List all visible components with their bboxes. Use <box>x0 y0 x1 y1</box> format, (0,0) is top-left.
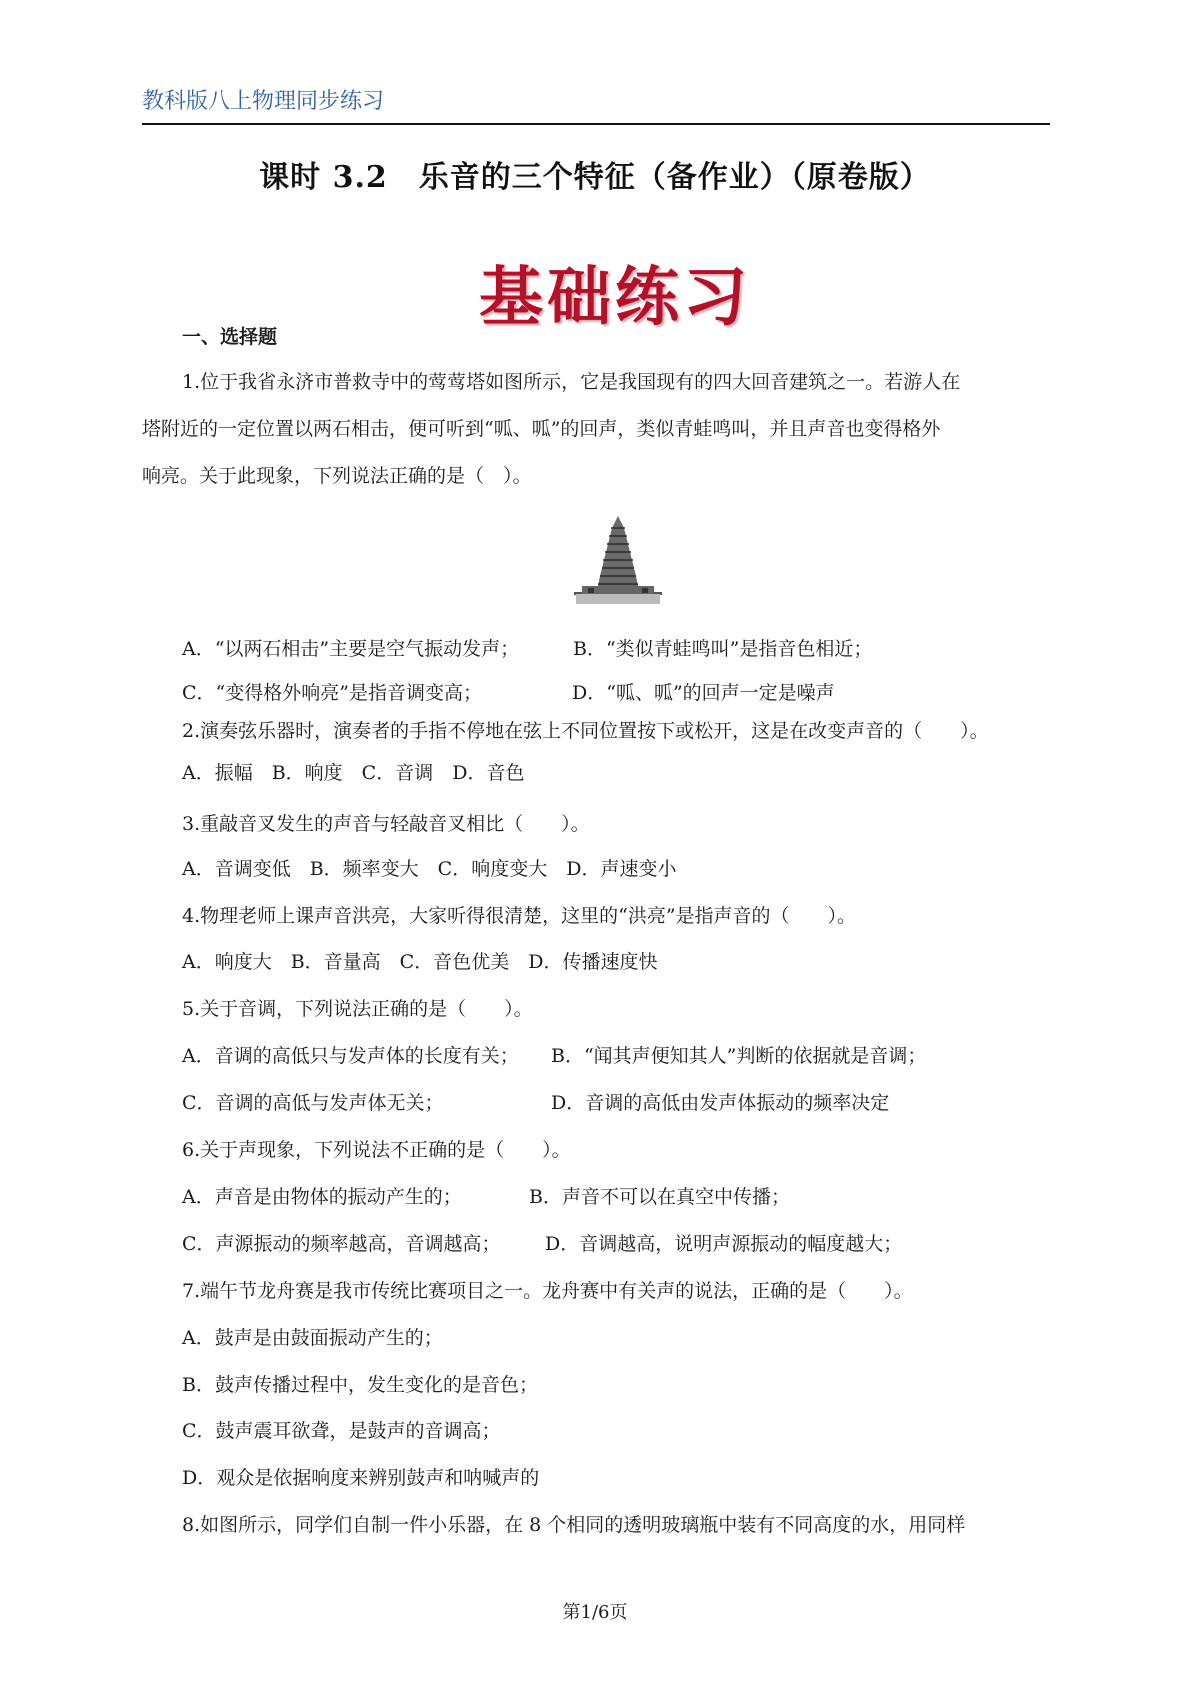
q7-option-c: C．鼓声震耳欲聋，是鼓声的音调高； <box>182 1420 501 1442</box>
pagoda-figure <box>574 514 662 606</box>
q6-stem: 6.关于声现象，下列说法不正确的是（ ）。 <box>182 1139 571 1161</box>
q6-option-d: D．音调越高，说明声源振动的幅度越大； <box>545 1233 903 1255</box>
q1-stem-line3: 响亮。关于此现象，下列说法正确的是（ ）。 <box>142 465 532 487</box>
basic-practice-banner: 基础练习 <box>479 260 751 335</box>
q1-stem-line2: 塔附近的一定位置以两石相击，便可听到“呱、呱”的回声，类似青蛙鸣叫，并且声音也变得格外 <box>142 418 941 440</box>
q4-stem: 4.物理老师上课声音洪亮，大家听得很清楚，这里的“洪亮”是指声音的（ ）。 <box>182 905 857 927</box>
page-number: 第1/6页 <box>562 1602 628 1623</box>
q3-stem: 3.重敲音叉发生的声音与轻敲音叉相比（ ）。 <box>182 813 590 835</box>
q5-option-d: D．音调的高低由发声体振动的频率决定 <box>551 1092 890 1114</box>
q6-option-b: B．声音不可以在真空中传播； <box>529 1186 790 1208</box>
q7-option-b: B．鼓声传播过程中，发生变化的是音色； <box>182 1374 538 1396</box>
q7-option-d: D．观众是依据响度来辨别鼓声和呐喊声的 <box>182 1467 540 1489</box>
document-header: 教科版八上物理同步练习 <box>142 84 1050 125</box>
q6-option-a: A．声音是由物体的振动产生的； <box>182 1186 462 1208</box>
lesson-title: 课时 3.2 乐音的三个特征（备作业）（原卷版） <box>259 160 931 195</box>
q3-options: A．音调变低 B．频率变大 C．响度变大 D．声速变小 <box>182 858 677 880</box>
q1-option-b: B．“类似青蛙鸣叫”是指音色相近； <box>573 638 873 660</box>
q5-option-b: B．“闻其声便知其人”判断的依据就是音调； <box>551 1045 927 1067</box>
q1-option-d: D．“呱、呱”的回声一定是噪声 <box>572 682 835 704</box>
q6-option-c: C．声源振动的频率越高，音调越高； <box>182 1233 501 1255</box>
q1-option-c: C．“变得格外响亮”是指音调变高； <box>182 682 482 704</box>
q2-stem: 2.演奏弦乐器时，演奏者的手指不停地在弦上不同位置按下或松开，这是在改变声音的（ ）。 <box>182 720 989 742</box>
q4-options: A．响度大 B．音量高 C．音色优美 D．传播速度快 <box>182 951 658 973</box>
q7-stem: 7.端午节龙舟赛是我市传统比赛项目之一。龙舟赛中有关声的说法，正确的是（ ）。 <box>182 1280 913 1302</box>
q1-option-a: A．“以两石相击”主要是空气振动发声； <box>182 638 520 660</box>
q8-stem: 8.如图所示，同学们自制一件小乐器，在 8 个相同的透明玻璃瓶中装有不同高度的水，用同样 <box>182 1514 966 1536</box>
q5-stem: 5.关于音调，下列说法正确的是（ ）。 <box>182 998 533 1020</box>
q1-stem-line1: 1.位于我省永济市普救寺中的莺莺塔如图所示，它是我国现有的四大回音建筑之一。若游人在 <box>182 371 961 393</box>
q2-options: A．振幅 B．响度 C．音调 D．音色 <box>182 762 525 784</box>
q5-option-a: A．音调的高低只与发声体的长度有关； <box>182 1045 519 1067</box>
q7-option-a: A．鼓声是由鼓面振动产生的； <box>182 1327 443 1349</box>
section-heading-choice: 一、选择题 <box>182 326 278 348</box>
q5-option-c: C．音调的高低与发声体无关； <box>182 1092 444 1114</box>
